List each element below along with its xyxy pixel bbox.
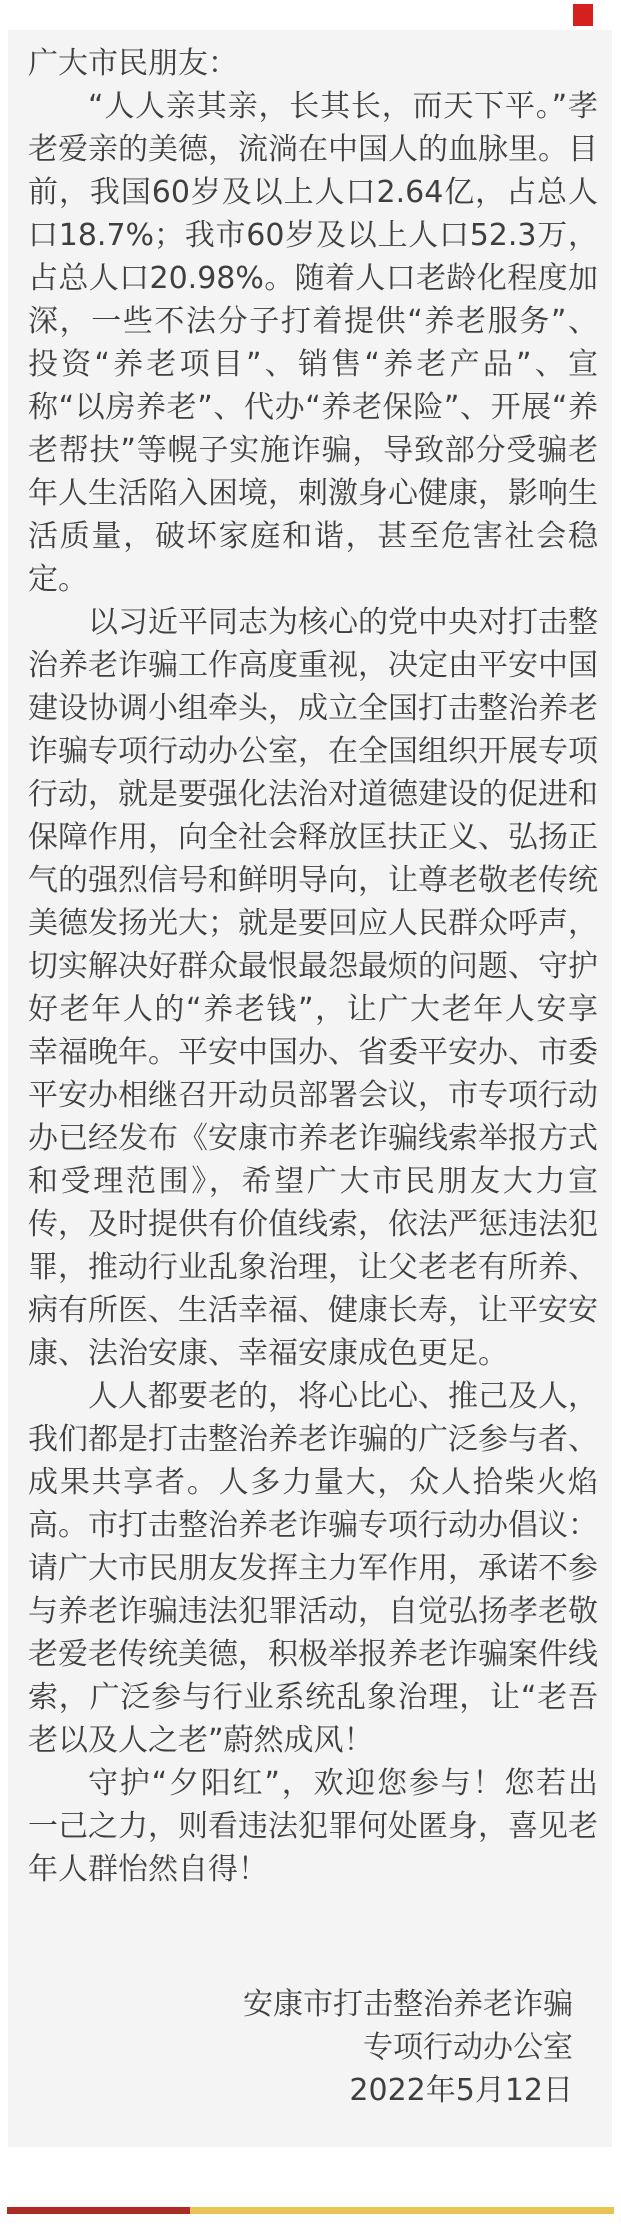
signature-org-line2: 专项行动办公室 — [363, 2030, 573, 2065]
paragraph-intro: “人人亲其亲，长其长，而天下平。”孝老爱亲的美德，流淌在中国人的血脉里。目前，我国60岁及以上人口2.64亿，占总人口18.7%；我市60岁及以上人口52.3万，占总人口20.98%。随着人口老龄化程度加深，一些不法分子打着提供“养老服务”、投资“养老项目”、销售“养老产品”、宣称“以房养老”、代办“养老保险”、开展“养老帮扶”等幌子实施诈骗，导致部分受骗老年人生活陷入困境，刺激身心健康，影响生活质量，破坏家庭和谐，甚至危害社会稳定。 — [28, 89, 598, 597]
paragraph-appeal: 人人都要老的，将心比心、推己及人，我们都是打击整治养老诈骗的广泛参与者、成果共享者。人多力量大，众人拾柴火焰高。市打击整治养老诈骗专项行动办倡议：请广大市民朋友发挥主力军作用，承诺不参与养老诈骗违法犯罪活动，自觉弘扬孝老敬老爱老传统美德，积极举报养老诈骗案件线索，广泛参与行业系统乱象治理，让“老吾老以及人之老”蔚然成风！ — [28, 1379, 598, 1758]
footer-divider — [7, 2207, 614, 2214]
paragraph-closing: 守护“夕阳红”，欢迎您参与！您若出一己之力，则看违法犯罪何处匿身，喜见老年人群怡然自得！ — [28, 1766, 598, 1887]
footer-divider-gold-segment — [190, 2207, 614, 2214]
signature-date: 2022年5月12日 — [349, 2073, 573, 2108]
salutation: 广大市民朋友： — [28, 46, 238, 81]
corner-red-square-icon — [573, 4, 593, 26]
signature-org-line1: 安康市打击整治养老诈骗 — [243, 1987, 573, 2022]
footer-divider-red-segment — [7, 2207, 190, 2214]
paragraph-policy: 以习近平同志为核心的党中央对打击整治养老诈骗工作高度重视，决定由平安中国建设协调小组牵头，成立全国打击整治养老诈骗专项行动办公室，在全国组织开展专项行动，就是要强化法治对道德建设的促进和保障作用，向全社会释放匡扶正义、弘扬正气的强烈信号和鲜明导向，让尊老敬老传统美德发扬光大；就是要回应人民群众呼声，切实解决好群众最恨最怨最烦的问题、守护好老年人的“养老钱”，让广大老年人安享幸福晚年。平安中国办、省委平安办、市委平安办相继召开动员部署会议，市专项行动办已经发布《安康市养老诈骗线索举报方式和受理范围》，希望广大市民朋友大力宣传，及时提供有价值线索，依法严惩违法犯罪，推动行业乱象治理，让父老老有所养、病有所医、生活幸福、健康长寿，让平安安康、法治安康、幸福安康成色更足。 — [28, 605, 598, 1371]
letter-card — [8, 30, 612, 2147]
signature-block — [28, 1983, 598, 2112]
